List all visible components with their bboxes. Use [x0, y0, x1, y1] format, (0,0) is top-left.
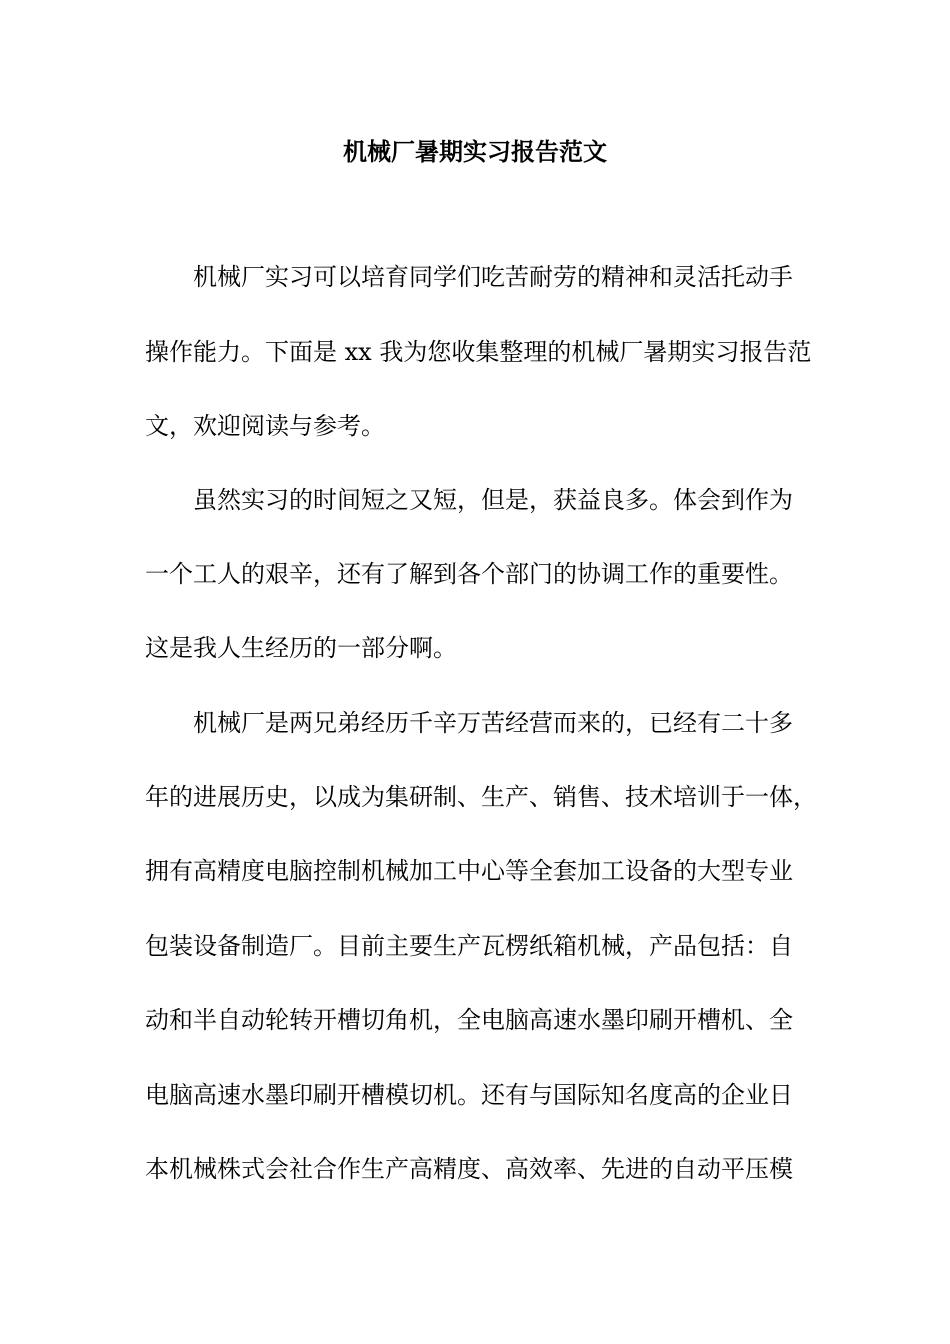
paragraph-3-line-5: 动和半自动轮转开槽切角机，全电脑高速水墨印刷开槽机、全 — [145, 1006, 793, 1034]
paragraph-3-line-2: 年的进展历史，以成为集研制、生产、销售、技术培训于一体， — [145, 783, 817, 811]
paragraph-3-line-4: 包装设备制造厂。目前主要生产瓦楞纸箱机械，产品包括：自 — [145, 932, 793, 960]
paragraph-3-line-3: 拥有高精度电脑控制机械加工中心等全套加工设备的大型专业 — [145, 857, 793, 885]
paragraph-1-line-2: 操作能力。下面是 xx 我为您收集整理的机械厂暑期实习报告范 — [145, 338, 812, 366]
paragraph-3-line-7: 本机械株式会社合作生产高精度、高效率、先进的自动平压模 — [145, 1155, 793, 1183]
paragraph-3-line-1: 机械厂是两兄弟经历千辛万苦经营而来的，已经有二十多 — [193, 709, 793, 737]
paragraph-3-line-6: 电脑高速水墨印刷开槽模切机。还有与国际知名度高的企业日 — [145, 1081, 793, 1109]
paragraph-2-line-2: 一个工人的艰辛，还有了解到各个部门的协调工作的重要性。 — [145, 560, 793, 588]
document-title: 机械厂暑期实习报告范文 — [343, 137, 607, 166]
paragraph-1-line-3: 文，欢迎阅读与参考。 — [145, 412, 385, 440]
paragraph-2-line-3: 这是我人生经历的一部分啊。 — [145, 634, 457, 662]
paragraph-2-line-1: 虽然实习的时间短之又短，但是，获益良多。体会到作为 — [193, 486, 793, 514]
paragraph-1-line-1: 机械厂实习可以培育同学们吃苦耐劳的精神和灵活托动手 — [193, 263, 793, 291]
